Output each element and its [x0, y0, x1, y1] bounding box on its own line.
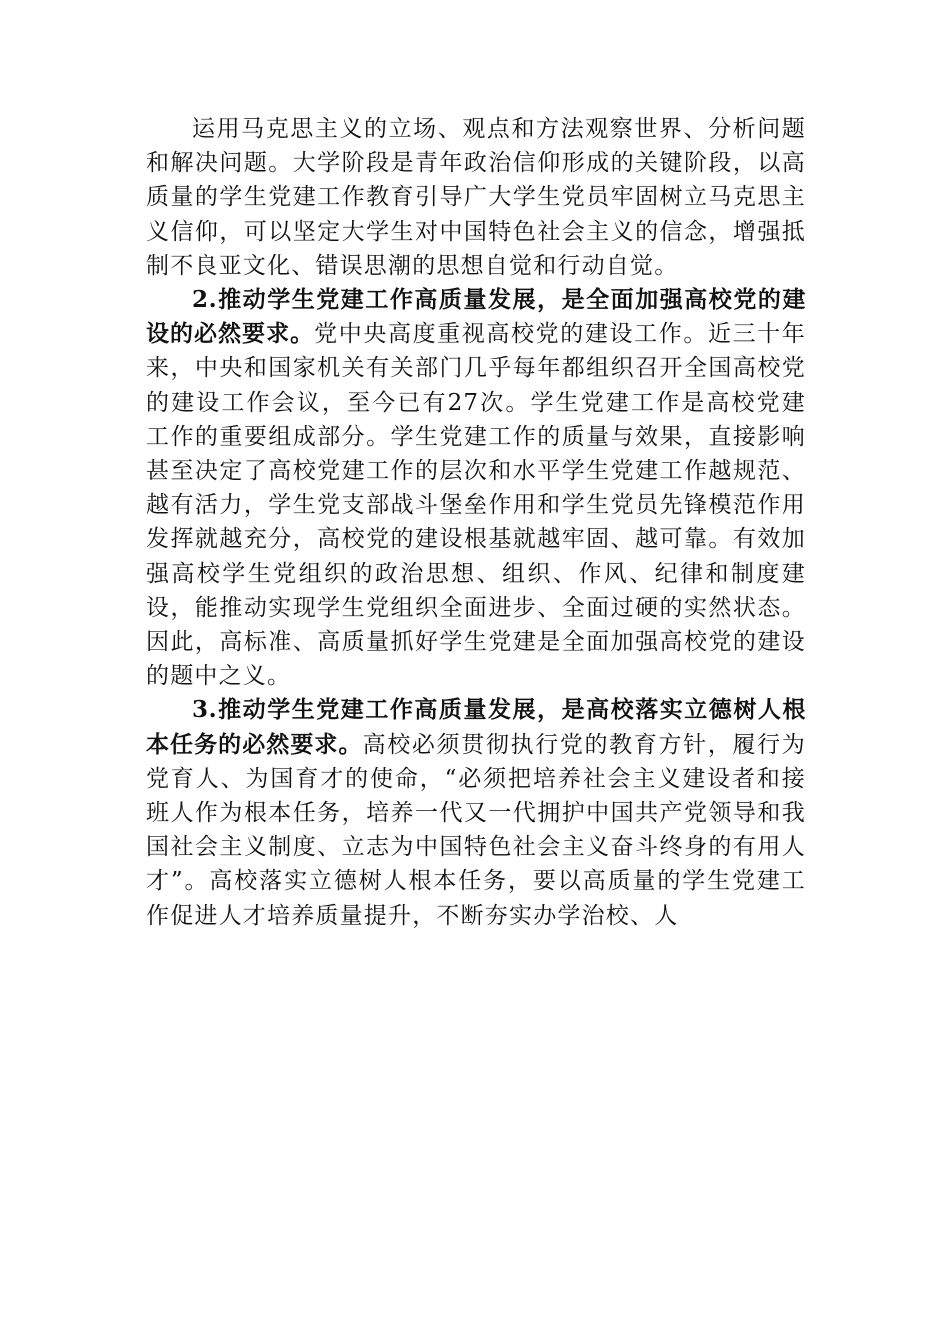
paragraph-3-heading: 3.推动学生党建工作高质量发展，是高校落实立德树人根本任务的必然要求。: [146, 696, 806, 758]
paragraph-1-text: 运用马克思主义的立场、观点和方法观察世界、分析问题和解决问题。大学阶段是青年政治信仰形成的关键阶段，以高质量的学生党建工作教育引导广大学生党员牢固树立马克思主义信仰，可以坚定大学生对中国特色社会主义的信念，增强抵制不良亚文化、错误思潮的思想自觉和行动自觉。: [146, 116, 806, 279]
paragraph-2-heading: 2.推动学生党建工作高质量发展，是全面加强高校党的建设的必然要求。: [146, 286, 806, 348]
paragraph-3-text: 高校必须贯彻执行党的教育方针，履行为党育人、为国育才的使命，“必须把培养社会主义建设者和接班人作为根本任务，培养一代又一代拥护中国共产党领导和我国社会主义制度、立志为中国特色社会主义奋斗终身的有用人才”。高校落实立德树人根本任务，要以高质量的学生党建工作促进人才培养质量提升，不断夯实办学治校、人: [146, 731, 806, 929]
paragraph-3: [146, 693, 806, 932]
paragraph-1: [146, 112, 806, 283]
paragraph-2-text: 党中央高度重视高校党的建设工作。近三十年来，中央和国家机关有关部门几乎每年都组织召开全国高校党的建设工作会议，至今已有27次。学生党建工作是高校党建工作的重要组成部分。学生党建工作的质量与效果，直接影响甚至决定了高校党建工作的层次和水平学生党建工作越规范、越有活力，学生党支部战斗堡垒作用和学生党员先锋模范作用发挥就越充分，高校党的建设根基就越牢固、越可靠。有效加强高校学生党组织的政治思想、组织、作风、纪律和制度建设，能推动实现学生党组织全面进步、全面过硬的实然状态。因此，高标准、高质量抓好学生党建是全面加强高校党的建设的题中之义。: [146, 321, 806, 690]
paragraph-2: [146, 283, 806, 693]
document-page: [146, 112, 806, 933]
